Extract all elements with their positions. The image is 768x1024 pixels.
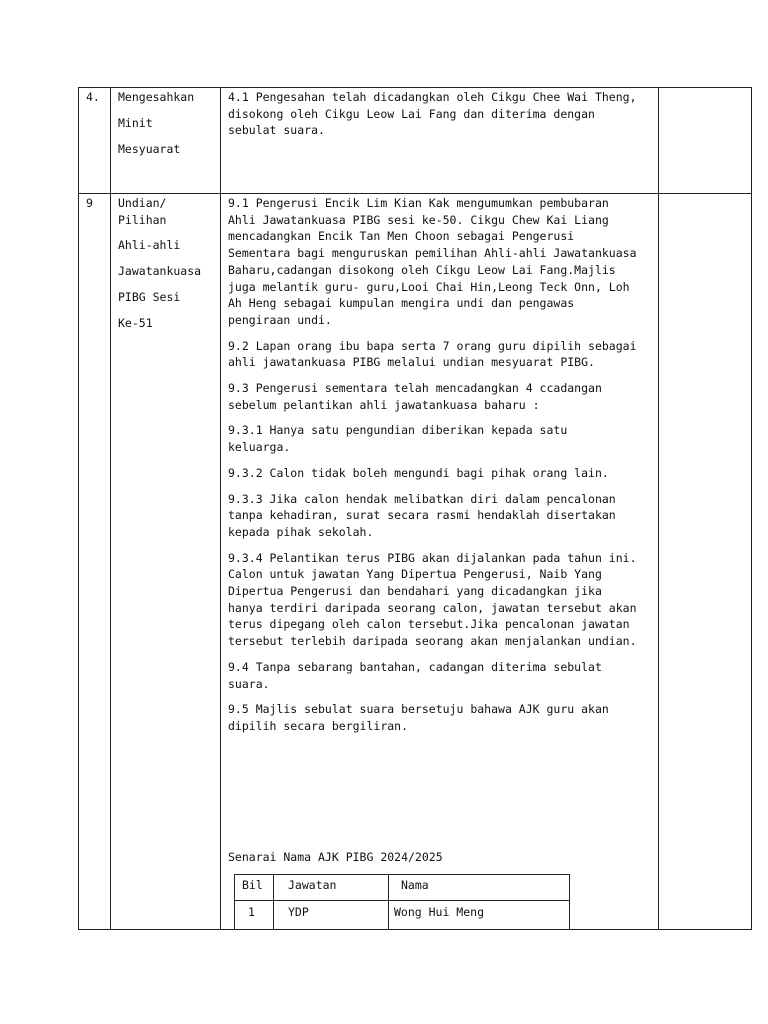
committee-table-line	[388, 874, 389, 930]
row-divider	[78, 193, 752, 194]
committee-table-line	[273, 874, 274, 930]
paragraph: 9.2 Lapan orang ibu bapa serta 7 orang guru dipilih sebagai ahli jawatankuasa PIBG melalui undian mesyuarat PIBG.	[228, 338, 637, 370]
committee-cell-bil: 1	[248, 905, 255, 919]
committee-table-line	[234, 900, 570, 901]
row-number: 4.	[86, 90, 100, 104]
row-details	[228, 89, 656, 148]
agenda-item: Ke-51	[118, 316, 153, 330]
paragraph: 4.1 Pengesahan telah dicadangkan oleh Cikgu Chee Wai Theng, disokong oleh Cikgu Leow Lai Fang dan diterima dengan sebulat suara.	[228, 90, 637, 138]
table-border-top	[78, 87, 752, 88]
agenda-item: Ahli-ahli	[118, 238, 181, 252]
committee-table-line	[569, 874, 570, 930]
paragraph: 9.3.1 Hanya satu pengundian diberikan kepada satu keluarga.	[228, 423, 568, 455]
paragraph: 9.5 Majlis sebulat suara bersetuju bahawa AJK guru akan dipilih secara bergiliran.	[228, 702, 609, 733]
column-divider	[658, 87, 659, 930]
agenda-item: Mesyuarat	[118, 142, 181, 156]
paragraph: 9.3.3 Jika calon hendak melibatkan diri dalam pencalonan tanpa kehadiran, surat secara rasmi hendaklah disertakan kepada pihak sekolah.	[228, 491, 616, 539]
agenda-item: Jawatankuasa	[118, 264, 202, 278]
committee-header-nama: Nama	[401, 878, 429, 892]
column-divider	[220, 87, 221, 930]
row-details	[228, 195, 656, 744]
agenda-item: Mengesahkan	[118, 90, 195, 104]
committee-cell-jawatan: YDP	[288, 905, 309, 919]
paragraph: 9.3.2 Calon tidak boleh mengundi bagi pihak orang lain.	[228, 465, 609, 480]
table-border-right	[751, 87, 752, 930]
agenda-item: Minit	[118, 116, 153, 130]
committee-table-line	[234, 874, 570, 875]
committee-title: Senarai Nama AJK PIBG 2024/2025	[228, 850, 443, 864]
committee-cell-nama: Wong Hui Meng	[394, 905, 485, 919]
paragraph: 9.3.4 Pelantikan terus PIBG akan dijalankan pada tahun ini. Calon untuk jawatan Yang Dipertua Pengerusi, Naib Yang Dipertua Pengerusi dan bendahari yang dicadangkan jika hanya terdiri daripada seorang calon, jawatan tersebut akan terus dipegang oleh calon tersebut.Jika pencalonan jawatan tersebut terlebih daripada seorang akan menjalankan undian.	[228, 550, 637, 649]
column-divider	[110, 87, 111, 930]
committee-header-jawatan: Jawatan	[288, 878, 337, 892]
row-number: 9	[86, 196, 93, 210]
table-border-left	[78, 87, 79, 930]
paragraph: 9.1 Pengerusi Encik Lim Kian Kak mengumumkan pembubaran Ahli Jawatankuasa PIBG sesi ke-50. Cikgu Chew Kai Liang mencadangkan Encik Tan Men Choon sebagai Pengerusi Sementara bagi menguruskan pemilihan Ahli-ahli Jawatankuasa Baharu,cadangan disokong oleh Cikgu Leow Lai Fang.Majlis juga melantik guru- guru,Looi Chai Hin,Leong Teck Onn, Loh Ah Heng sebagai kumpulan mengira undi dan pengawas pengiraan undi.	[228, 196, 637, 327]
agenda-item: Undian/ Pilihan	[118, 196, 167, 227]
paragraph: 9.3 Pengerusi sementara telah mencadangkan 4 ccadangan sebelum pelantikan ahli jawatankuasa baharu :	[228, 381, 602, 412]
agenda-item: PIBG Sesi	[118, 290, 181, 304]
table-border-bottom	[78, 929, 752, 930]
committee-header-bil: Bil	[242, 878, 263, 892]
paragraph: 9.4 Tanpa sebarang bantahan, cadangan diterima sebulat suara.	[228, 659, 602, 691]
committee-table-line	[234, 874, 235, 930]
